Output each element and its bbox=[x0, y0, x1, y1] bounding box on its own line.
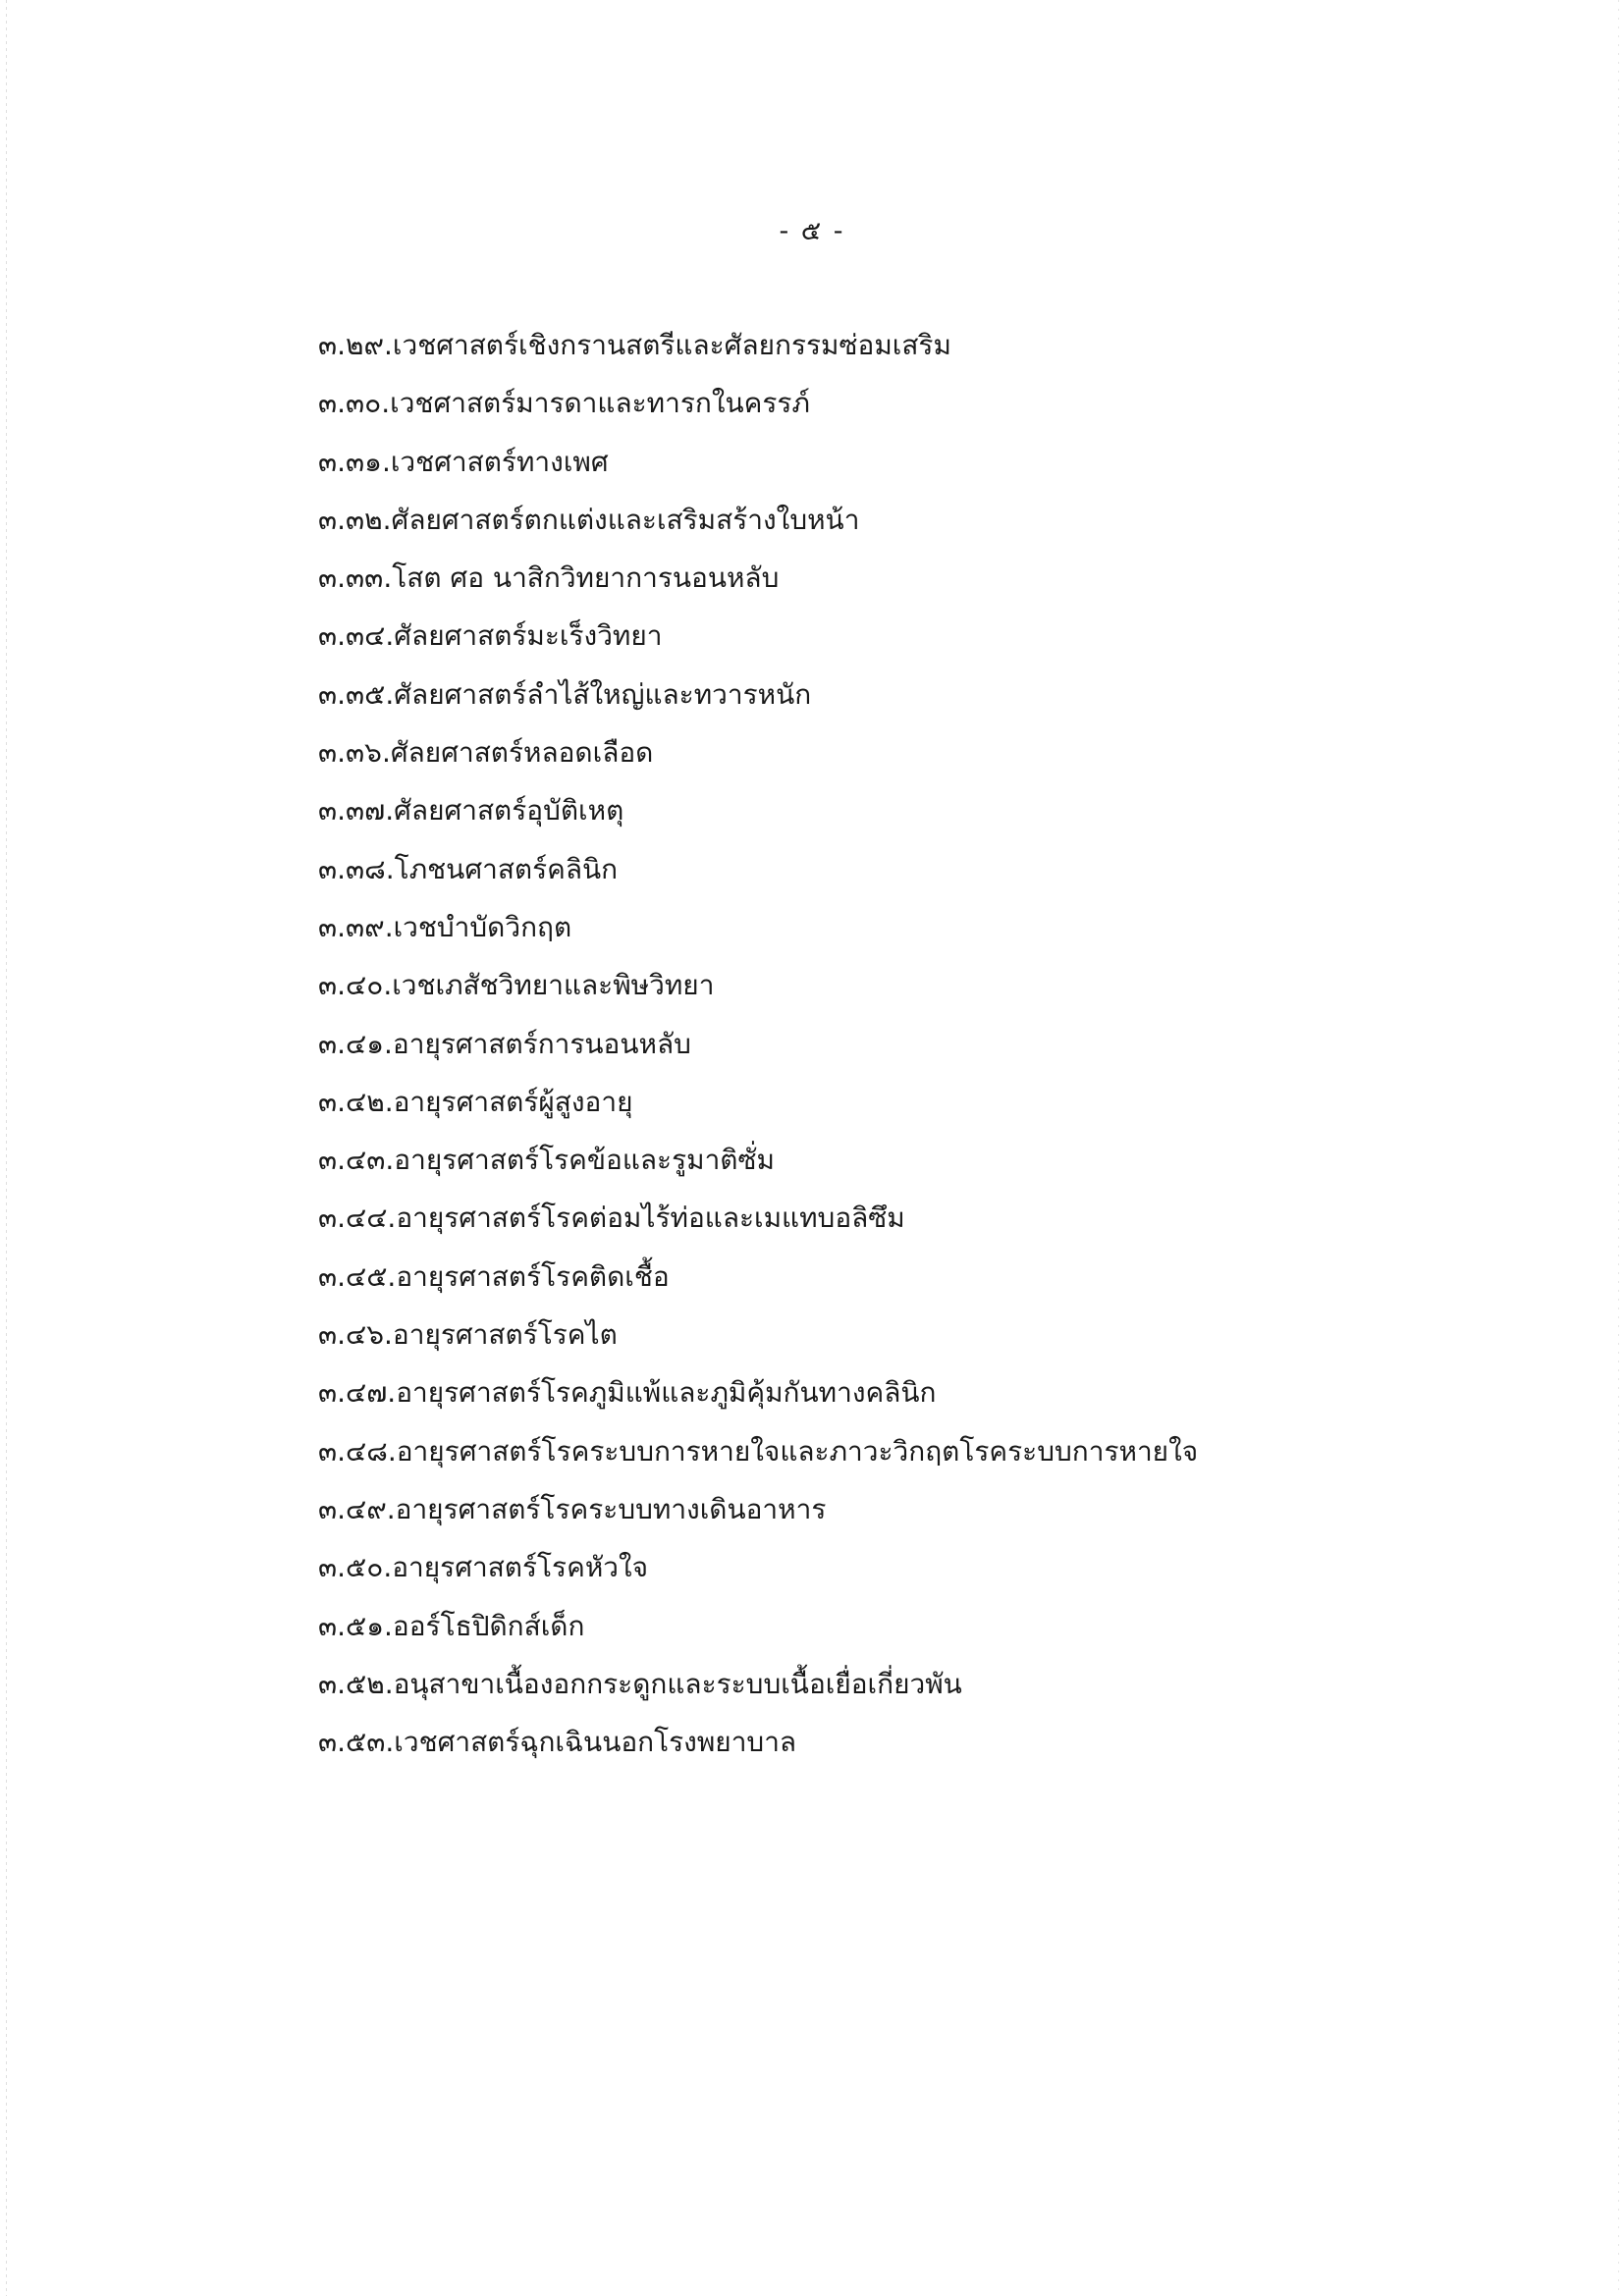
list-item: ๓.๔๙.อายุรศาสตร์โรคระบบทางเดินอาหาร bbox=[318, 1492, 827, 1525]
list-item: ๓.๓๖.ศัลยศาสตร์หลอดเลือด bbox=[318, 736, 654, 770]
list-item: ๓.๓๓.โสต ศอ นาสิกวิทยาการนอนหลับ bbox=[318, 561, 780, 595]
list-item: ๓.๕๒.อนุสาขาเนื้องอกกระดูกและระบบเนื้อเยื่อเกี่ยวพัน bbox=[318, 1667, 962, 1700]
page-number: - ๕ - bbox=[779, 216, 845, 246]
list-item: ๓.๔๘.อายุรศาสตร์โรคระบบการหายใจและภาวะวิกฤตโรคระบบการหายใจ bbox=[318, 1434, 1199, 1468]
list-item: ๓.๔๐.เวชเภสัชวิทยาและพิษวิทยา bbox=[318, 969, 715, 1002]
list-item: ๓.๔๑.อายุรศาสตร์การนอนหลับ bbox=[318, 1027, 691, 1060]
list-item: ๓.๓๐.เวชศาสตร์มารดาและทารกในครรภ์ bbox=[318, 387, 810, 420]
list-item: ๓.๓๒.ศัลยศาสตร์ตกแต่งและเสริมสร้างใบหน้า bbox=[318, 503, 860, 536]
list-item: ๓.๔๓.อายุรศาสตร์โรคข้อและรูมาติซั่ม bbox=[318, 1144, 775, 1177]
list-item: ๓.๔๗.อายุรศาสตร์โรคภูมิแพ้และภูมิคุ้มกันทางคลินิก bbox=[318, 1376, 937, 1410]
list-item: ๓.๓๔.ศัลยศาสตร์มะเร็งวิทยา bbox=[318, 619, 663, 653]
list-item: ๓.๕๑.ออร์โธปิดิกส์เด็ก bbox=[318, 1609, 585, 1642]
list-item: ๓.๓๘.โภชนศาสตร์คลินิก bbox=[318, 852, 619, 885]
list-item: ๓.๓๑.เวชศาสตร์ทางเพศ bbox=[318, 445, 609, 478]
specialty-list bbox=[318, 326, 1496, 1781]
list-item: ๓.๕๓.เวชศาสตร์ฉุกเฉินนอกโรงพยาบาล bbox=[318, 1726, 797, 1759]
scan-edge-right bbox=[1618, 0, 1619, 2296]
list-item: ๓.๓๗.ศัลยศาสตร์อุบัติเหตุ bbox=[318, 794, 624, 828]
scan-edge-left bbox=[6, 0, 7, 2296]
list-item: ๓.๓๕.ศัลยศาสตร์ลำไส้ใหญ่และทวารหนัก bbox=[318, 677, 812, 711]
list-item: ๓.๔๖.อายุรศาสตร์โรคไต bbox=[318, 1318, 618, 1352]
list-item: ๓.๓๙.เวชบำบัดวิกฤต bbox=[318, 910, 572, 943]
list-item: ๓.๔๕.อายุรศาสตร์โรคติดเชื้อ bbox=[318, 1259, 670, 1293]
list-item: ๓.๔๔.อายุรศาสตร์โรคต่อมไร้ท่อและเมแทบอลิซึม bbox=[318, 1201, 905, 1235]
list-item: ๓.๒๙.เวชศาสตร์เชิงกรานสตรีและศัลยกรรมซ่อมเสริม bbox=[318, 329, 951, 361]
list-item: ๓.๔๒.อายุรศาสตร์ผู้สูงอายุ bbox=[318, 1085, 633, 1118]
list-item: ๓.๕๐.อายุรศาสตร์โรคหัวใจ bbox=[318, 1551, 649, 1584]
